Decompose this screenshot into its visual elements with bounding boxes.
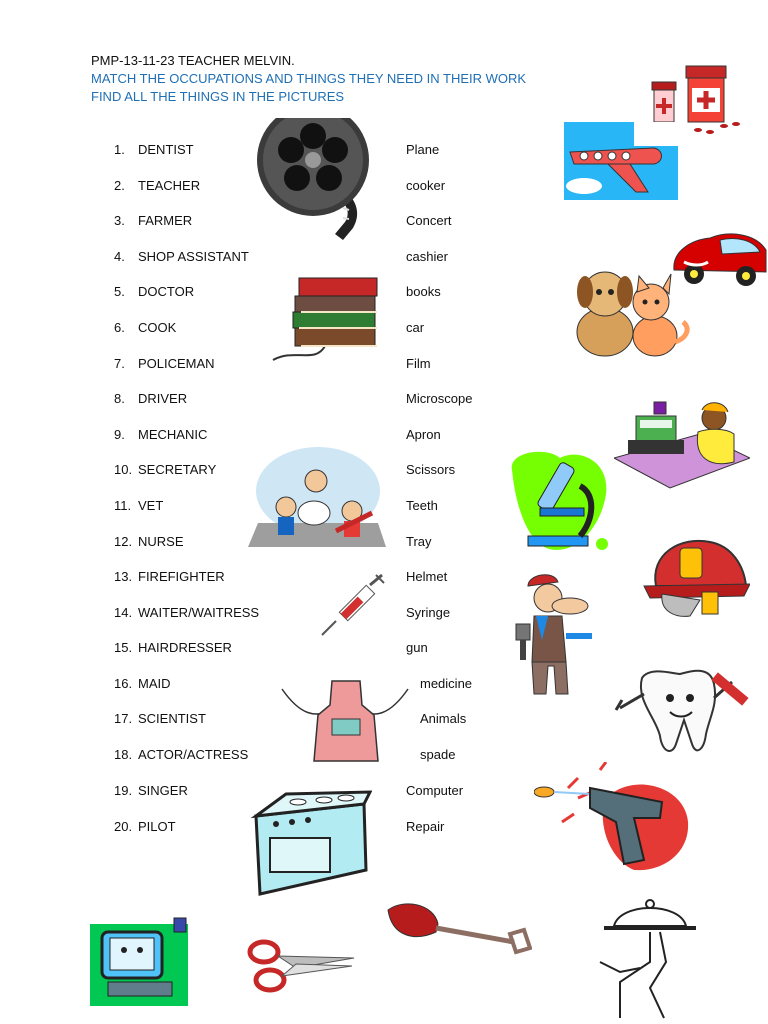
thing-item: Plane [406, 142, 440, 157]
tooth-icon [614, 664, 750, 758]
occupation-item: 2. TEACHER [114, 178, 201, 193]
cashier-icon [614, 398, 750, 490]
occupation-item: 18. ACTOR/ACTRESS [114, 747, 249, 762]
scissors-icon [246, 938, 356, 994]
thing-item: spade [420, 747, 456, 762]
instruction-match: MATCH THE OCCUPATIONS AND THINGS THEY NEED IN THEIR WORK [91, 71, 527, 86]
mechanic-repair-icon [514, 570, 598, 702]
thing-item: medicine [420, 676, 473, 691]
thing-item: Computer [406, 783, 464, 798]
thing-item: car [406, 320, 425, 335]
thing-item: Repair [406, 819, 445, 834]
worksheet-title: PMP-13-11-23 TEACHER MELVIN. [91, 53, 295, 68]
cooker-icon [246, 790, 372, 902]
syringe-icon [320, 573, 386, 637]
occupation-item: 5. DOCTOR [114, 284, 195, 299]
occupation-item: 6. COOK [114, 320, 177, 335]
apron-icon [280, 675, 410, 765]
thing-item: gun [406, 640, 428, 655]
thing-item: Helmet [406, 569, 448, 584]
occupation-item: 7. POLICEMAN [114, 356, 215, 371]
thing-item: Scissors [406, 462, 456, 477]
thing-item: Animals [420, 711, 467, 726]
occupation-item: 16. MAID [114, 676, 171, 691]
tray-icon [580, 892, 720, 1020]
film-reel-icon [255, 118, 375, 240]
occupation-item: 20. PILOT [114, 819, 176, 834]
thing-item: cashier [406, 249, 448, 264]
thing-item: Microscope [406, 391, 473, 406]
occupation-item: 14. WAITER/WAITRESS [114, 605, 260, 620]
occupation-item: 10. SECRETARY [114, 462, 217, 477]
occupation-item: 12. NURSE [114, 534, 184, 549]
firefighter-helmet-icon [640, 536, 750, 618]
thing-item: Syringe [406, 605, 451, 620]
thing-item: Apron [406, 427, 441, 442]
occupation-item: 11. VET [114, 498, 164, 513]
thing-item: Tray [406, 534, 432, 549]
occupation-item: 15. HAIRDRESSER [114, 640, 232, 655]
gun-icon [534, 762, 692, 876]
concert-icon [248, 443, 386, 549]
instruction-find: FIND ALL THE THINGS IN THE PICTURES [91, 89, 345, 104]
occupation-item: 3. FARMER [114, 213, 193, 228]
thing-item: Film [406, 356, 431, 371]
occupation-item: 8. DRIVER [114, 391, 188, 406]
thing-item: cooker [406, 178, 446, 193]
occupation-item: 1. DENTIST [114, 142, 194, 157]
books-icon [265, 268, 385, 368]
occupation-item: 17. SCIENTIST [114, 711, 206, 726]
microscope-icon [506, 450, 616, 552]
computer-icon [88, 916, 194, 1008]
animals-icon [563, 262, 693, 360]
spade-icon [384, 900, 532, 958]
occupation-item: 4. SHOP ASSISTANT [114, 249, 249, 264]
thing-item: books [406, 284, 441, 299]
occupation-item: 13. FIREFIGHTER [114, 569, 225, 584]
occupation-item: 9. MECHANIC [114, 427, 208, 442]
thing-item: Teeth [406, 498, 438, 513]
plane-icon [564, 122, 678, 200]
occupation-item: 19. SINGER [114, 783, 188, 798]
thing-item: Concert [406, 213, 452, 228]
